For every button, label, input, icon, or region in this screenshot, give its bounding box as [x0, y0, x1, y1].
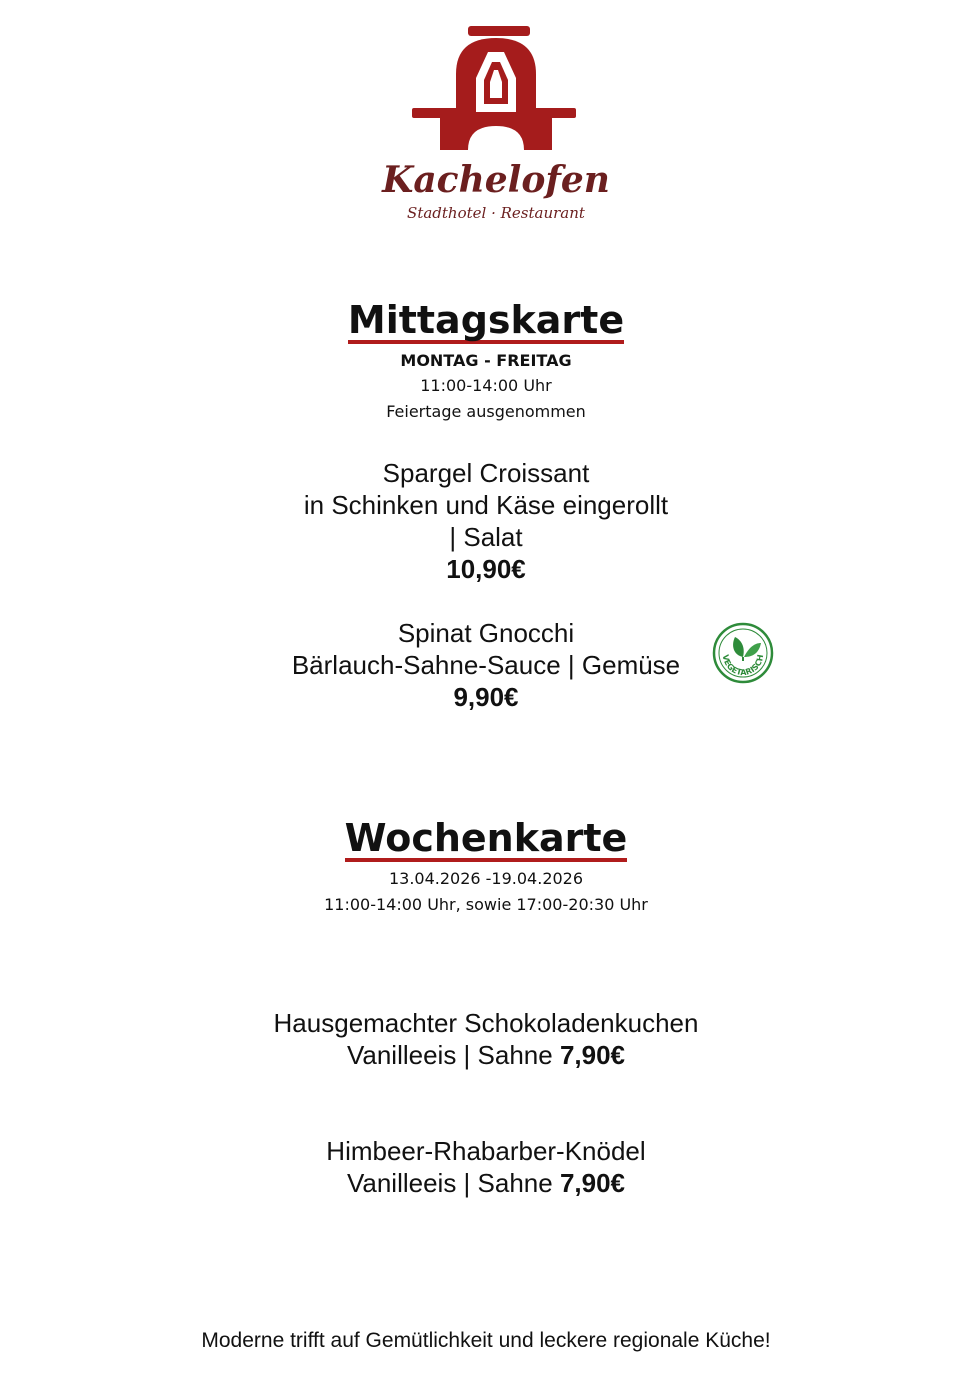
weekly-item-2 [0, 1135, 972, 1199]
dish-price: 9,90€ [453, 682, 519, 712]
lunch-hours: 11:00-14:00 Uhr [420, 376, 552, 395]
lunch-title: Mittagskarte [347, 298, 625, 342]
weekly-hours: 11:00-14:00 Uhr, sowie 17:00-20:30 Uhr [324, 895, 648, 914]
dish-name: Spargel Croissant [382, 458, 590, 488]
footer-tagline: Moderne trifft auf Gemütlichkeit und leckere regionale Küche! [201, 1329, 771, 1352]
dish-name: Spinat Gnocchi [397, 618, 575, 648]
dish-price: 7,90€ [559, 1040, 626, 1070]
dish-price: 10,90€ [446, 554, 526, 584]
dish-description-line [0, 1167, 972, 1199]
weekly-item-1 [0, 1007, 972, 1071]
dish-name: Himbeer-Rhabarber-Knödel [326, 1136, 646, 1166]
vegetarian-badge-icon [711, 621, 775, 685]
logo-oven-cap [468, 26, 530, 36]
lunch-days: MONTAG - FREITAG [400, 351, 572, 370]
logo-tagline: Stadthotel · Restaurant [407, 204, 585, 222]
dish-description: Vanilleeis | Sahne [346, 1168, 553, 1198]
dish-description: Vanilleeis | Sahne [346, 1040, 553, 1070]
dish-side: | Salat [449, 522, 523, 552]
lunch-item-2 [0, 617, 972, 713]
weekly-title-wrap [0, 815, 972, 862]
dish-name: Hausgemachter Schokoladenkuchen [273, 1008, 699, 1038]
logo-oven-base [440, 118, 552, 150]
lunch-note: Feiertage ausgenommen [386, 402, 586, 421]
weekly-title: Wochenkarte [344, 816, 628, 860]
logo-name: Kachelofen [382, 159, 610, 201]
badge-label: VEGETARISCH [720, 653, 766, 678]
kachelofen-logo [382, 22, 610, 226]
dish-description-line [0, 1039, 972, 1071]
dish-description: in Schinken und Käse eingerollt [303, 490, 669, 520]
dish-description: Bärlauch-Sahne-Sauce | Gemüse [291, 650, 681, 680]
lunch-item-1 [0, 457, 972, 585]
dish-price: 7,90€ [559, 1168, 626, 1198]
lunch-title-wrap [0, 297, 972, 344]
weekly-dates: 13.04.2026 -19.04.2026 [388, 869, 584, 888]
